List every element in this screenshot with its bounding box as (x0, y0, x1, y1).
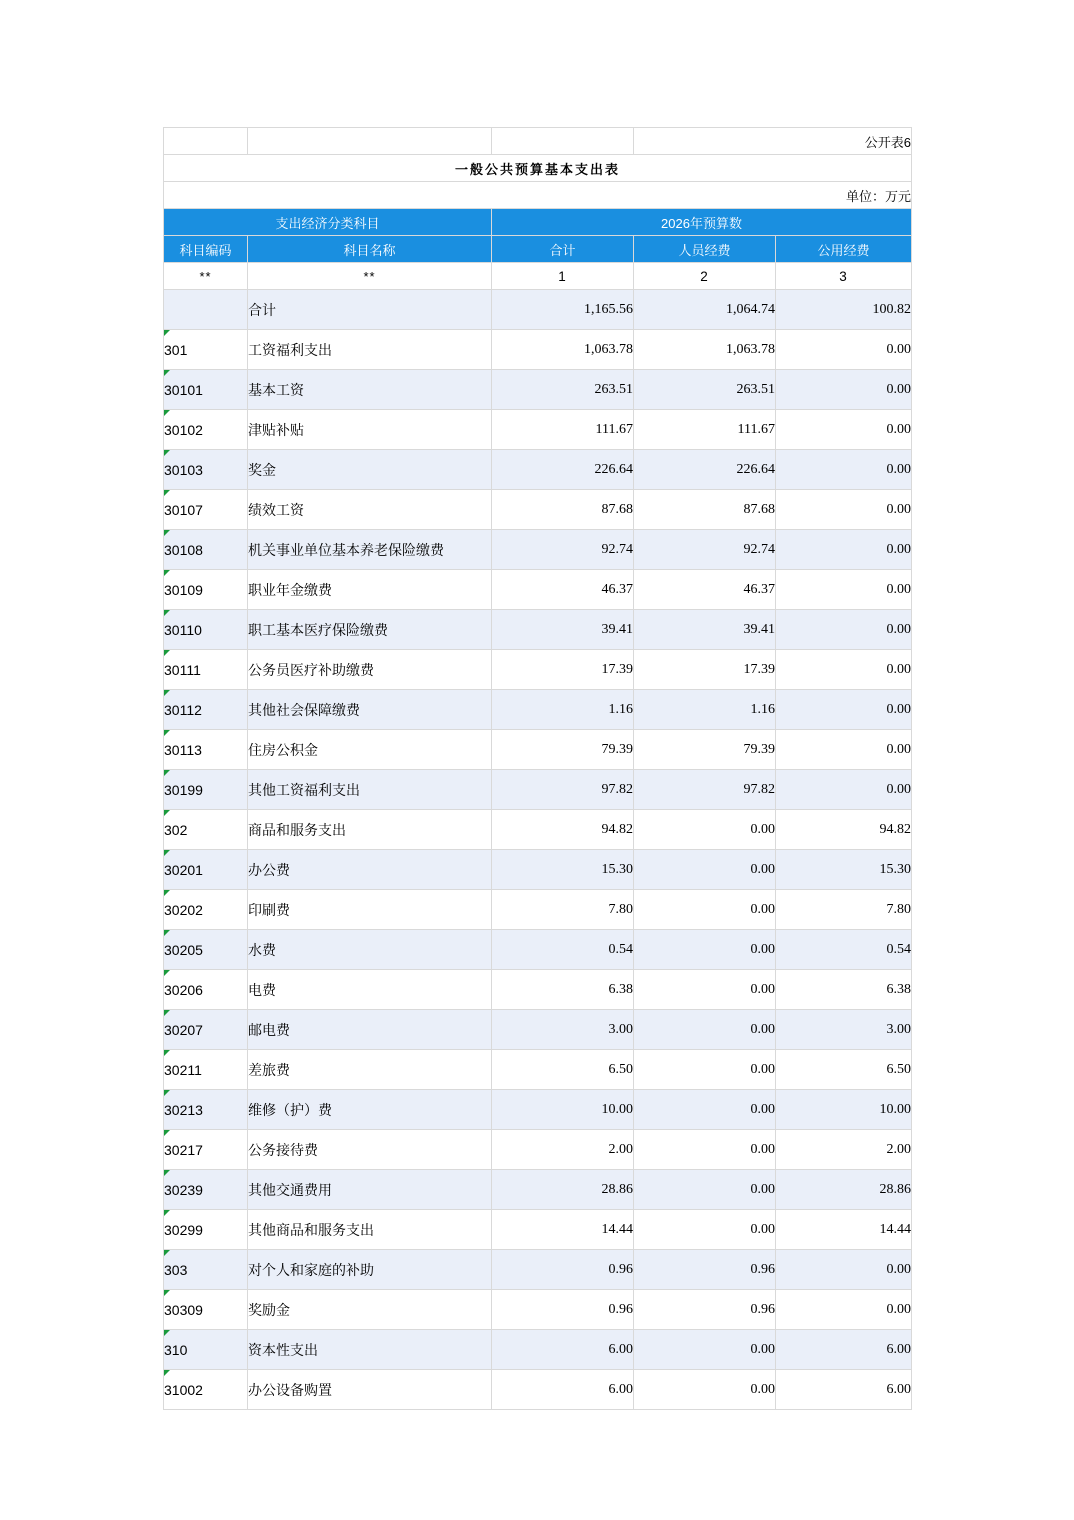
subject-code-text: 30202 (164, 901, 203, 918)
cell-total: 3.00 (492, 1010, 634, 1050)
cell-subject-name: 绩效工资 (248, 490, 492, 530)
cell-total: 0.54 (492, 930, 634, 970)
cell-subject-code (164, 730, 248, 770)
cell-total: 97.82 (492, 770, 634, 810)
cell-personnel: 0.96 (634, 1290, 776, 1330)
cell-subject-name: 印刷费 (248, 890, 492, 930)
cell-total: 14.44 (492, 1210, 634, 1250)
subject-code-text: 30109 (164, 581, 203, 598)
cell-public: 0.00 (776, 330, 912, 370)
cell-subject-code (164, 770, 248, 810)
subject-code-text: 30211 (164, 1061, 202, 1078)
cell-warning-marker-icon (164, 1330, 170, 1336)
column-header-name: 科目名称 (248, 236, 492, 263)
cell-total: 87.68 (492, 490, 634, 530)
cell-total: 1.16 (492, 690, 634, 730)
cell-personnel: 0.00 (634, 1330, 776, 1370)
cell-subject-name: 工资福利支出 (248, 330, 492, 370)
form-tag: 公开表6 (634, 128, 912, 155)
cell-subject-name: 资本性支出 (248, 1330, 492, 1370)
cell-warning-marker-icon (164, 1210, 170, 1216)
cell-public: 0.54 (776, 930, 912, 970)
cell-total: 1,165.56 (492, 290, 634, 330)
subject-code-text: 30299 (164, 1221, 203, 1238)
subject-code-text: 302 (164, 821, 188, 838)
cell-personnel: 0.00 (634, 1090, 776, 1130)
tag-row (164, 128, 912, 155)
cell-subject-code (164, 1370, 248, 1410)
cell-subject-code (164, 610, 248, 650)
unit-row (164, 182, 912, 209)
cell-warning-marker-icon (164, 810, 170, 816)
cell-total: 263.51 (492, 370, 634, 410)
cell-personnel: 0.00 (634, 930, 776, 970)
cell-subject-name: 其他工资福利支出 (248, 770, 492, 810)
cell-public: 0.00 (776, 730, 912, 770)
cell-warning-marker-icon (164, 970, 170, 976)
subject-code-text: 30113 (164, 741, 202, 758)
cell-public: 6.38 (776, 970, 912, 1010)
column-header-code: 科目编码 (164, 236, 248, 263)
table-row (164, 1290, 912, 1330)
cell-public: 0.00 (776, 690, 912, 730)
cell-warning-marker-icon (164, 890, 170, 896)
cell-public: 0.00 (776, 570, 912, 610)
cell-subject-name: 住房公积金 (248, 730, 492, 770)
cell-subject-code (164, 970, 248, 1010)
cell-personnel: 0.00 (634, 1210, 776, 1250)
subject-code-text: 301 (164, 341, 188, 358)
cell-warning-marker-icon (164, 850, 170, 856)
subject-code-text: 30107 (164, 501, 203, 518)
cell-subject-name: 合计 (248, 290, 492, 330)
cell-subject-code (164, 930, 248, 970)
cell-subject-code (164, 290, 248, 330)
cell-warning-marker-icon (164, 650, 170, 656)
index-cell-1: 1 (492, 263, 634, 290)
cell-total: 17.39 (492, 650, 634, 690)
cell-personnel: 1,064.74 (634, 290, 776, 330)
cell-personnel: 111.67 (634, 410, 776, 450)
subject-code-text: 30108 (164, 541, 203, 558)
cell-subject-name: 办公设备购置 (248, 1370, 492, 1410)
cell-subject-code (164, 330, 248, 370)
cell-personnel: 0.00 (634, 1170, 776, 1210)
column-header-public: 公用经费 (776, 236, 912, 263)
cell-public: 0.00 (776, 530, 912, 570)
cell-warning-marker-icon (164, 410, 170, 416)
cell-warning-marker-icon (164, 1010, 170, 1016)
cell-subject-name: 邮电费 (248, 1010, 492, 1050)
cell-warning-marker-icon (164, 1090, 170, 1096)
cell-public: 14.44 (776, 1210, 912, 1250)
cell-warning-marker-icon (164, 930, 170, 936)
cell-public: 3.00 (776, 1010, 912, 1050)
table-row (164, 650, 912, 690)
cell-total: 94.82 (492, 810, 634, 850)
cell-total: 111.67 (492, 410, 634, 450)
cell-total: 15.30 (492, 850, 634, 890)
cell-subject-code (164, 1090, 248, 1130)
cell-subject-name: 基本工资 (248, 370, 492, 410)
cell-public: 2.00 (776, 1130, 912, 1170)
subject-code-text: 30201 (164, 861, 203, 878)
cell-warning-marker-icon (164, 330, 170, 336)
cell-public: 7.80 (776, 890, 912, 930)
cell-warning-marker-icon (164, 730, 170, 736)
budget-table (163, 127, 912, 1410)
cell-subject-name: 机关事业单位基本养老保险缴费 (248, 530, 492, 570)
cell-subject-code (164, 1210, 248, 1250)
cell-public: 6.50 (776, 1050, 912, 1090)
table-row (164, 330, 912, 370)
table-row (164, 770, 912, 810)
cell-subject-name: 奖金 (248, 450, 492, 490)
cell-subject-name: 对个人和家庭的补助 (248, 1250, 492, 1290)
cell-subject-code (164, 1170, 248, 1210)
cell-total: 79.39 (492, 730, 634, 770)
column-header-row (164, 236, 912, 263)
cell-subject-code (164, 1010, 248, 1050)
subject-code-text: 303 (164, 1261, 188, 1278)
cell-personnel: 0.00 (634, 1130, 776, 1170)
cell-warning-marker-icon (164, 610, 170, 616)
cell-subject-code (164, 1050, 248, 1090)
cell-public: 0.00 (776, 450, 912, 490)
cell-subject-code (164, 1330, 248, 1370)
cell-public: 100.82 (776, 290, 912, 330)
cell-warning-marker-icon (164, 1130, 170, 1136)
cell-warning-marker-icon (164, 450, 170, 456)
group-header-subject: 支出经济分类科目 (164, 209, 492, 236)
cell-subject-name: 奖励金 (248, 1290, 492, 1330)
cell-subject-name: 其他交通费用 (248, 1170, 492, 1210)
cell-personnel: 0.00 (634, 1010, 776, 1050)
cell-personnel: 46.37 (634, 570, 776, 610)
tag-spacer-2 (248, 128, 492, 155)
index-cell-name: ** (248, 263, 492, 290)
cell-public: 10.00 (776, 1090, 912, 1130)
table-row (164, 850, 912, 890)
cell-public: 6.00 (776, 1370, 912, 1410)
table-row (164, 1210, 912, 1250)
cell-warning-marker-icon (164, 370, 170, 376)
subject-code-text: 30207 (164, 1021, 203, 1038)
cell-personnel: 0.00 (634, 1370, 776, 1410)
table-row (164, 290, 912, 330)
cell-subject-code (164, 530, 248, 570)
cell-total: 1,063.78 (492, 330, 634, 370)
subject-code-text: 30102 (164, 421, 203, 438)
cell-subject-name: 职业年金缴费 (248, 570, 492, 610)
table-row (164, 730, 912, 770)
table-row (164, 1370, 912, 1410)
cell-personnel: 0.00 (634, 890, 776, 930)
table-row (164, 570, 912, 610)
table-row (164, 930, 912, 970)
index-cell-2: 2 (634, 263, 776, 290)
cell-subject-code (164, 1130, 248, 1170)
index-cell-3: 3 (776, 263, 912, 290)
cell-subject-code (164, 1250, 248, 1290)
table-row (164, 1170, 912, 1210)
cell-subject-name: 维修（护）费 (248, 1090, 492, 1130)
tag-spacer-1 (164, 128, 248, 155)
cell-subject-code (164, 570, 248, 610)
table-row (164, 690, 912, 730)
table-row (164, 410, 912, 450)
index-row (164, 263, 912, 290)
table-row (164, 1130, 912, 1170)
cell-subject-code (164, 690, 248, 730)
subject-code-text: 30199 (164, 781, 203, 798)
cell-subject-code (164, 1290, 248, 1330)
budget-sheet (163, 127, 911, 1410)
subject-code-text: 30103 (164, 461, 203, 478)
cell-total: 2.00 (492, 1130, 634, 1170)
cell-personnel: 17.39 (634, 650, 776, 690)
subject-code-text: 30111 (164, 661, 201, 678)
table-row (164, 450, 912, 490)
group-header-row (164, 209, 912, 236)
subject-code-text: 30112 (164, 701, 202, 718)
table-row (164, 1250, 912, 1290)
cell-total: 28.86 (492, 1170, 634, 1210)
cell-warning-marker-icon (164, 690, 170, 696)
cell-public: 94.82 (776, 810, 912, 850)
table-row (164, 530, 912, 570)
cell-personnel: 87.68 (634, 490, 776, 530)
cell-subject-name: 职工基本医疗保险缴费 (248, 610, 492, 650)
table-row (164, 1010, 912, 1050)
cell-subject-code (164, 490, 248, 530)
cell-personnel: 0.00 (634, 810, 776, 850)
cell-public: 0.00 (776, 370, 912, 410)
cell-warning-marker-icon (164, 490, 170, 496)
cell-personnel: 263.51 (634, 370, 776, 410)
table-row (164, 370, 912, 410)
cell-warning-marker-icon (164, 1050, 170, 1056)
cell-total: 6.50 (492, 1050, 634, 1090)
cell-personnel: 0.00 (634, 1050, 776, 1090)
cell-total: 226.64 (492, 450, 634, 490)
cell-subject-name: 其他商品和服务支出 (248, 1210, 492, 1250)
cell-subject-name: 津贴补贴 (248, 410, 492, 450)
cell-total: 6.00 (492, 1370, 634, 1410)
cell-subject-code (164, 650, 248, 690)
table-row (164, 890, 912, 930)
cell-personnel: 1.16 (634, 690, 776, 730)
cell-subject-name: 办公费 (248, 850, 492, 890)
cell-subject-code (164, 890, 248, 930)
subject-code-text: 30205 (164, 941, 203, 958)
subject-code-text: 30101 (164, 381, 203, 398)
cell-public: 0.00 (776, 410, 912, 450)
cell-subject-name: 差旅费 (248, 1050, 492, 1090)
cell-total: 92.74 (492, 530, 634, 570)
cell-warning-marker-icon (164, 1170, 170, 1176)
index-cell-code: ** (164, 263, 248, 290)
cell-total: 46.37 (492, 570, 634, 610)
cell-public: 15.30 (776, 850, 912, 890)
cell-subject-name: 公务接待费 (248, 1130, 492, 1170)
subject-code-text: 30213 (164, 1101, 203, 1118)
page-title: 一般公共预算基本支出表 (164, 155, 912, 182)
cell-public: 0.00 (776, 490, 912, 530)
cell-total: 0.96 (492, 1250, 634, 1290)
column-header-total: 合计 (492, 236, 634, 263)
cell-warning-marker-icon (164, 530, 170, 536)
unit-label: 单位：万元 (164, 182, 912, 209)
cell-subject-name: 公务员医疗补助缴费 (248, 650, 492, 690)
cell-subject-code (164, 410, 248, 450)
subject-code-text: 30206 (164, 981, 203, 998)
cell-personnel: 0.00 (634, 850, 776, 890)
cell-public: 0.00 (776, 770, 912, 810)
title-row (164, 155, 912, 182)
cell-public: 0.00 (776, 610, 912, 650)
cell-subject-name: 水费 (248, 930, 492, 970)
cell-total: 6.38 (492, 970, 634, 1010)
subject-code-text: 30239 (164, 1181, 203, 1198)
cell-subject-code (164, 810, 248, 850)
cell-total: 6.00 (492, 1330, 634, 1370)
cell-warning-marker-icon (164, 1370, 170, 1376)
cell-total: 7.80 (492, 890, 634, 930)
cell-personnel: 79.39 (634, 730, 776, 770)
cell-subject-code (164, 450, 248, 490)
cell-public: 0.00 (776, 1250, 912, 1290)
cell-personnel: 39.41 (634, 610, 776, 650)
subject-code-text: 31002 (164, 1381, 203, 1398)
subject-code-text: 30110 (164, 621, 202, 638)
table-row (164, 1050, 912, 1090)
cell-public: 0.00 (776, 1290, 912, 1330)
cell-personnel: 92.74 (634, 530, 776, 570)
cell-personnel: 1,063.78 (634, 330, 776, 370)
cell-subject-name: 商品和服务支出 (248, 810, 492, 850)
cell-personnel: 97.82 (634, 770, 776, 810)
cell-warning-marker-icon (164, 1250, 170, 1256)
table-row (164, 1330, 912, 1370)
cell-personnel: 226.64 (634, 450, 776, 490)
cell-subject-code (164, 850, 248, 890)
table-row (164, 490, 912, 530)
cell-subject-code (164, 370, 248, 410)
cell-total: 0.96 (492, 1290, 634, 1330)
table-row (164, 610, 912, 650)
cell-public: 28.86 (776, 1170, 912, 1210)
cell-total: 39.41 (492, 610, 634, 650)
column-header-personnel: 人员经费 (634, 236, 776, 263)
cell-warning-marker-icon (164, 570, 170, 576)
subject-code-text: 310 (164, 1341, 188, 1358)
cell-warning-marker-icon (164, 1290, 170, 1296)
subject-code-text: 30309 (164, 1301, 203, 1318)
cell-subject-name: 电费 (248, 970, 492, 1010)
group-header-budget: 2026年预算数 (492, 209, 912, 236)
subject-code-text: 30217 (164, 1141, 203, 1158)
cell-warning-marker-icon (164, 770, 170, 776)
cell-personnel: 0.00 (634, 970, 776, 1010)
cell-total: 10.00 (492, 1090, 634, 1130)
cell-personnel: 0.96 (634, 1250, 776, 1290)
table-row (164, 1090, 912, 1130)
table-row (164, 810, 912, 850)
cell-public: 6.00 (776, 1330, 912, 1370)
cell-public: 0.00 (776, 650, 912, 690)
cell-subject-name: 其他社会保障缴费 (248, 690, 492, 730)
table-body (164, 128, 912, 1410)
table-row (164, 970, 912, 1010)
tag-spacer-3 (492, 128, 634, 155)
